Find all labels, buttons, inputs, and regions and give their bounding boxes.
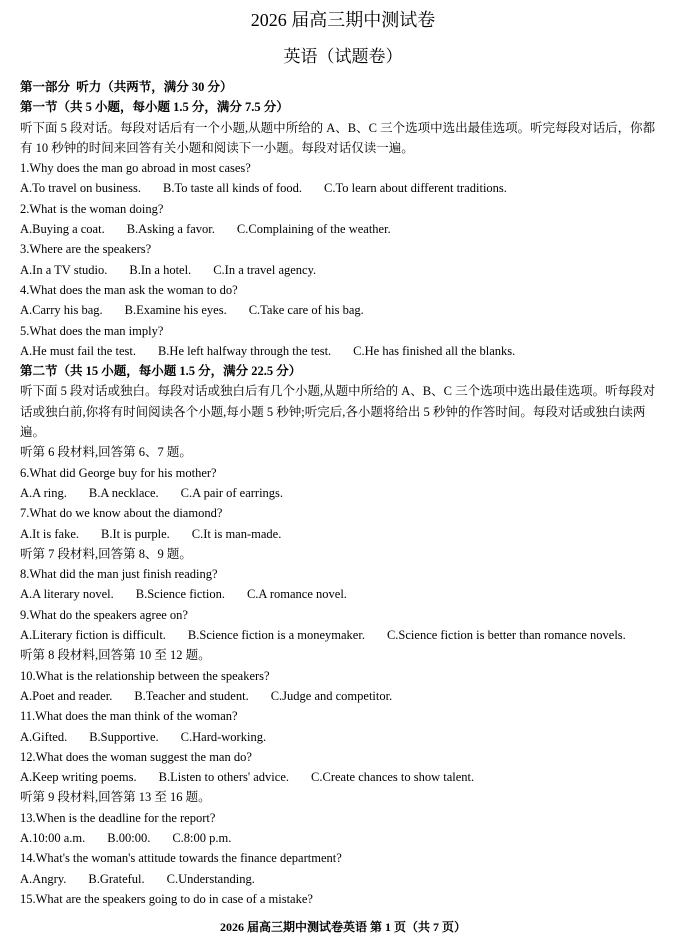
question-text: 4.What does the man ask the woman to do?: [20, 282, 238, 297]
question-text: 2.What is the woman doing?: [20, 201, 164, 216]
question-text: 6.What did George buy for his mother?: [20, 465, 217, 480]
option: A.Literary fiction is difficult.: [20, 628, 166, 643]
material-heading: 听第 8 段材料,回答第 10 至 12 题。: [20, 648, 211, 663]
options-line: [20, 341, 666, 361]
options-line: [20, 869, 666, 889]
question-block: [20, 239, 666, 280]
question-block: [20, 280, 666, 321]
question-block: [20, 848, 666, 889]
option: B.To taste all kinds of food.: [162, 181, 303, 196]
material-heading: 听第 9 段材料,回答第 13 至 16 题。: [20, 790, 211, 805]
options-line: [20, 483, 666, 503]
option: C.A pair of earrings.: [180, 485, 284, 500]
option: A.A ring.: [20, 485, 67, 500]
option: C.Hard-working.: [180, 729, 267, 744]
option: A.10:00 a.m.: [20, 830, 86, 845]
question-text: 3.Where are the speakers?: [20, 242, 152, 257]
question-text: 1.Why does the man go abroad in most cases?: [20, 161, 251, 176]
option: A.Carry his bag.: [20, 303, 103, 318]
page-footer: 2026 届高三期中测试卷英语 第 1 页（共 7 页）: [219, 920, 466, 934]
option: C.He has finished all the blanks.: [353, 343, 516, 358]
question-block: [20, 889, 666, 909]
options-line: [20, 584, 666, 604]
instructions: 听下面 5 段对话。每段对话后有一个小题,从题中所给的 A、B、C 三个选项中选出最佳选项。听完每段对话后，你都有 10 秒钟的时间来回答有关小题和阅读下一小题。每段对话仅读一遍。: [20, 120, 656, 155]
option: B.Science fiction.: [135, 587, 225, 602]
question-block: [20, 463, 666, 504]
question-block: [20, 605, 666, 646]
options-line: [20, 300, 666, 320]
instructions: 听下面 5 段对话或独白。每段对话或独白后有几个小题,从题中所给的 A、B、C 三个选项中选出最佳选项。听每段对话或独白前,你将有时间阅读各个小题,每小题 5 秒钟;听完后,各小题将给出 5 秒钟的作答时间。每段对话或独白读两遍。: [20, 384, 656, 440]
option: C.Take care of his bag.: [248, 303, 364, 318]
option: B.Grateful.: [88, 871, 145, 886]
option: B.Examine his eyes.: [124, 303, 227, 318]
question-block: [20, 199, 666, 240]
options-line: [20, 260, 666, 280]
question-text: 12.What does the woman suggest the man do?: [20, 749, 252, 764]
option: A.To travel on business.: [20, 181, 141, 196]
option: A.Poet and reader.: [20, 688, 113, 703]
options-line: [20, 767, 666, 787]
option: B.He left halfway through the test.: [157, 343, 332, 358]
page-subtitle: 英语（试题卷）: [283, 47, 403, 66]
option: C.It is man-made.: [191, 526, 282, 541]
option: A.In a TV studio.: [20, 262, 108, 277]
option: A.Angry.: [20, 871, 67, 886]
section-heading: 第一节（共 5 小题，每小题 1.5 分，满分 7.5 分）: [20, 100, 289, 115]
option: C.Create chances to show talent.: [311, 770, 475, 785]
option: B.Listen to others' advice.: [158, 770, 290, 785]
section-heading: 第二节（共 15 小题，每小题 1.5 分，满分 22.5 分）: [20, 364, 302, 379]
question-block: [20, 158, 666, 199]
option: C.8:00 p.m.: [172, 830, 232, 845]
question-text: 9.What do the speakers agree on?: [20, 607, 188, 622]
option: C.In a travel agency.: [213, 262, 317, 277]
option: A.Keep writing poems.: [20, 770, 137, 785]
question-text: 7.What do we know about the diamond?: [20, 506, 223, 521]
option: A.He must fail the test.: [20, 343, 136, 358]
option: B.In a hotel.: [129, 262, 192, 277]
question-block: [20, 666, 666, 707]
question-text: 11.What does the man think of the woman?: [20, 709, 238, 724]
option: C.A romance novel.: [246, 587, 347, 602]
option: A.It is fake.: [20, 526, 80, 541]
option: B.Teacher and student.: [134, 688, 249, 703]
question-text: 10.What is the relationship between the speakers?: [20, 668, 270, 683]
options-line: [20, 727, 666, 747]
option: B.00:00.: [107, 830, 151, 845]
option: C.Complaining of the weather.: [236, 222, 391, 237]
option: A.Gifted.: [20, 729, 68, 744]
option: C.To learn about different traditions.: [324, 181, 507, 196]
question-text: 5.What does the man imply?: [20, 323, 164, 338]
question-block: [20, 706, 666, 747]
material-heading: 听第 6 段材料,回答第 6、7 题。: [20, 445, 192, 460]
options-line: [20, 524, 666, 544]
option: B.Asking a favor.: [126, 222, 215, 237]
option: C.Judge and competitor.: [270, 688, 393, 703]
option: B.Science fiction is a moneymaker.: [187, 628, 365, 643]
option: B.It is purple.: [101, 526, 170, 541]
option: A.A literary novel.: [20, 587, 114, 602]
options-line: [20, 625, 666, 645]
options-line: [20, 219, 666, 239]
material-heading: 听第 7 段材料,回答第 8、9 题。: [20, 546, 192, 561]
part-heading: 第一部分 听力（共两节，满分 30 分）: [20, 80, 233, 94]
question-block: [20, 321, 666, 362]
options-line: [20, 828, 666, 848]
page-title: 2026 届高三期中测试卷: [250, 10, 436, 30]
option: B.Supportive.: [89, 729, 159, 744]
option: C.Science fiction is better than romance novels.: [386, 628, 626, 643]
question-text: 15.What are the speakers going to do in case of a mistake?: [20, 891, 313, 906]
exam-body: [20, 77, 666, 909]
question-block: [20, 503, 666, 544]
question-text: 14.What's the woman's attitude towards the finance department?: [20, 851, 342, 866]
options-line: [20, 686, 666, 706]
question-block: [20, 808, 666, 849]
options-line: [20, 178, 666, 198]
question-text: 8.What did the man just finish reading?: [20, 567, 218, 582]
option: C.Understanding.: [166, 871, 255, 886]
option: B.A necklace.: [88, 485, 159, 500]
question-text: 13.When is the deadline for the report?: [20, 810, 216, 825]
question-block: [20, 564, 666, 605]
question-block: [20, 747, 666, 788]
option: A.Buying a coat.: [20, 222, 105, 237]
